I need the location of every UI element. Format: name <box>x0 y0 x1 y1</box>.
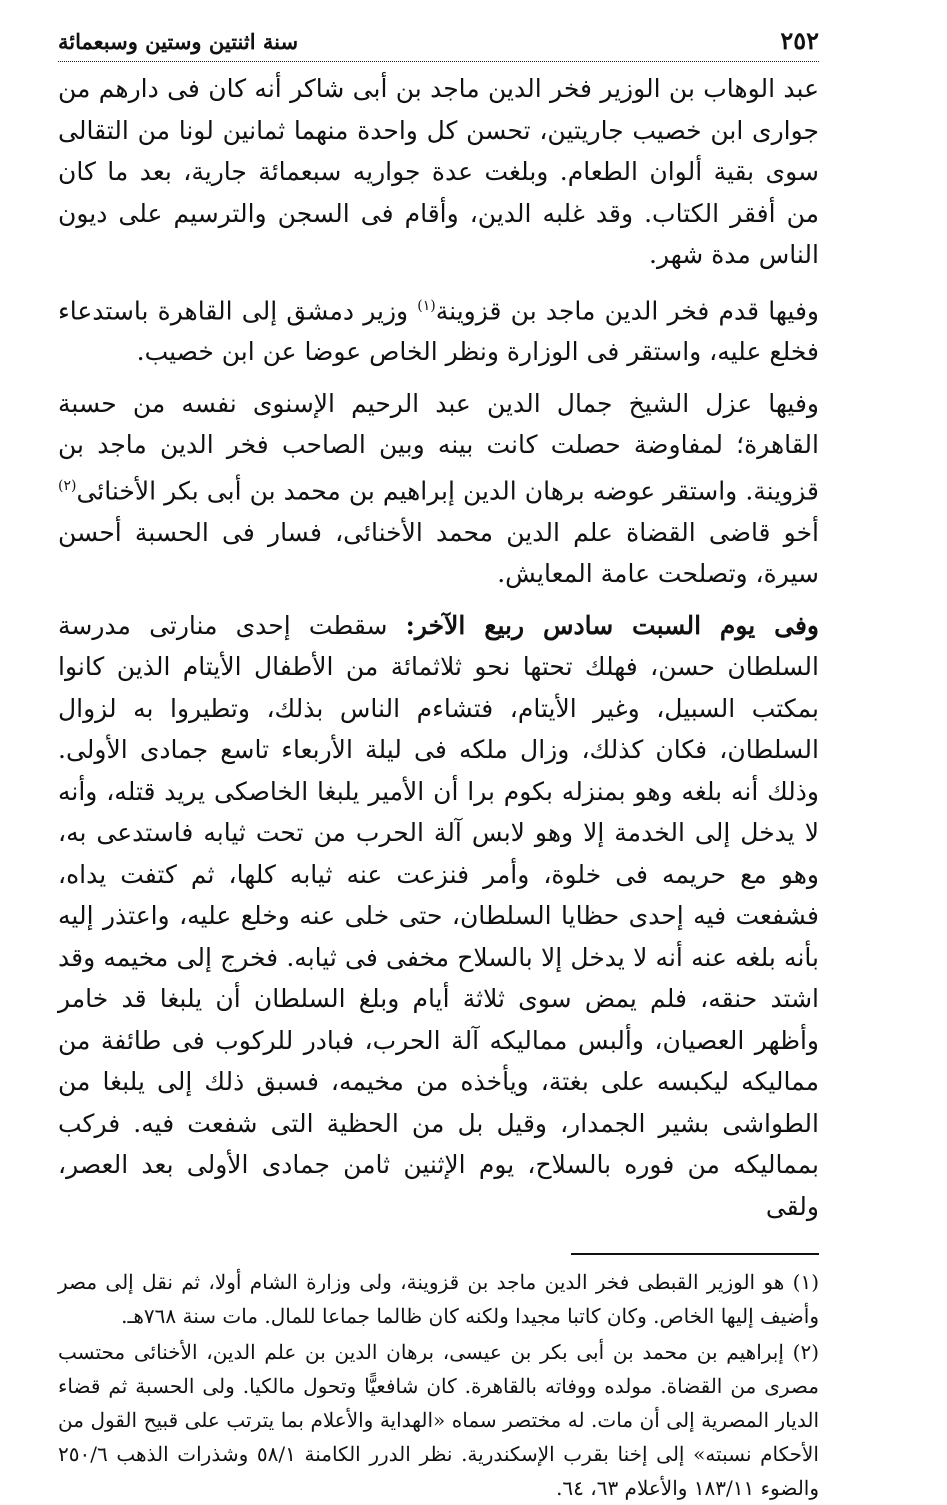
main-text <box>58 68 819 1227</box>
page-header <box>58 26 819 62</box>
paragraph-2 <box>58 286 819 373</box>
footnotes <box>58 1265 819 1505</box>
paragraph-3-part2: أخو قاضى القضاة علم الدين محمد الأخنائى، فسار فى الحسبة أحسن سيرة، وتصلحت عامة المعايش. <box>58 517 819 589</box>
paragraph-2-part1: وفيها قدم فخر الدين ماجد بن قزوينة <box>435 295 819 325</box>
running-title: سنة اثنتين وستين وسبعمائة <box>58 29 299 54</box>
paragraph-4-text: سقطت إحدى منارتى مدرسة السلطان حسن، فهلك تحتها نحو ثلاثمائة من الأطفال الأيتام الذين كانوا بمكتب السبيل، وغير الأيتام، فتشاءم الناس بذلك، وتطيروا به لزوال السلطان، فكان كذلك، وزال ملكه فى ليلة الأربعاء تاسع جمادى الأولى. وذلك أنه بلغه وهو بمنزله بكوم برا أن الأمير يلبغا الخاصكى يريد قتله، وأنه لا يدخل إلى الخدمة إلا وهو لابس آلة الحرب من تحت ثيابه فاستدعى به، وهو مع حريمه فى خلوة، وأمر فنزعت عنه ثيابه كلها، ثم كتفت يداه، فشفعت فيه إحدى حظايا السلطان، حتى خلى عنه وخلع عليه، واعتذر إليه بأنه بلغه عنه أنه لا يدخل إلا بالسلاح مخفى فى ثيابه. فخرج إلى مخيمه وقد اشتد حنقه، فلم يمض سوى ثلاثة أيام وبلغ السلطان أن يلبغا قد خامر وأظهر العصيان، وألبس مماليكه آلة الحرب، فبادر للركوب فى طائفة من مماليكه ليكبسه على بغتة، ويأخذه من مخيمه، فسبق ذلك إلى يلبغا من الطواشى بشير الجمدار، وقيل بل من الحظية التى شفعت فيه. فركب بمماليكه من فوره بالسلاح، يوم الإثنين ثامن جمادى الأولى بعد العصر، ولقى <box>58 610 819 1221</box>
paragraph-4-lead: وفى يوم السبت سادس ربيع الآخر: <box>405 610 819 640</box>
paragraph-4 <box>58 605 819 1228</box>
paragraph-3-part1: وفيها عزل الشيخ جمال الدين عبد الرحيم الإسنوى نفسه من حسبة القاهرة؛ لمفاوضة حصلت كانت بينه وبين الصاحب فخر الدين ماجد بن قزوينة. واستقر عوضه برهان الدين إبراهيم بن محمد بن أبى بكر الأخنائى <box>58 388 819 506</box>
paragraph-2-part2: وزير دمشق إلى القاهرة باستدعاء فخلع عليه، واستقر فى الوزارة ونظر الخاص عوضا عن ابن خصيب. <box>58 295 819 367</box>
footnote-1: (١) هو الوزير القبطى فخر الدين ماجد بن قزوينة، ولى وزارة الشام أولا، ثم نقل إلى مصر وأضيف إليها الخاص. وكان كاتبا مجيدا ولكنه كان ظالما جماعا للمال. مات سنة ٧٦٨هـ. <box>58 1270 819 1329</box>
page-number: ٢٥٢ <box>780 26 819 55</box>
footnote-mark-2: (٢) <box>58 477 77 494</box>
footnote-mark-1: (١) <box>417 297 436 314</box>
footnote-separator <box>571 1253 819 1255</box>
paragraph-3 <box>58 383 819 595</box>
footnote-2: (٢) إبراهيم بن محمد بن أبى بكر بن عيسى، برهان الدين بن علم الدين، الأخنائى محتسب مصرى من القضاة. مولده ووفاته بالقاهرة. كان شافعيًّا وتحول مالكيا. ولى الحسبة ثم قضاء الديار المصرية إلى أن مات. له مختصر سماه «الهداية والأعلام بما يترتب على قبيح القول من الأحكام نسبته» إلى إخنا بقرب الإسكندرية. نظر الدرر الكامنة ٥٨/١ وشذرات الذهب ٢٥٠/٦ والضوء ١٨٣/١١ والأعلام ٦٣، ٦٤. <box>58 1340 819 1501</box>
paragraph-1: عبد الوهاب بن الوزير فخر الدين ماجد بن أبى شاكر أنه كان فى دارهم من جوارى ابن خصيب جاريتين، تحسن كل واحدة منهما ثمانين لونا من التقالى سوى بقية ألوان الطعام. وبلغت عدة جواريه سبعمائة جارية، بعد ما كان من أفقر الكتاب. وقد غلبه الدين، وأقام فى السجن والترسيم على ديون الناس مدة شهر. <box>58 74 819 269</box>
